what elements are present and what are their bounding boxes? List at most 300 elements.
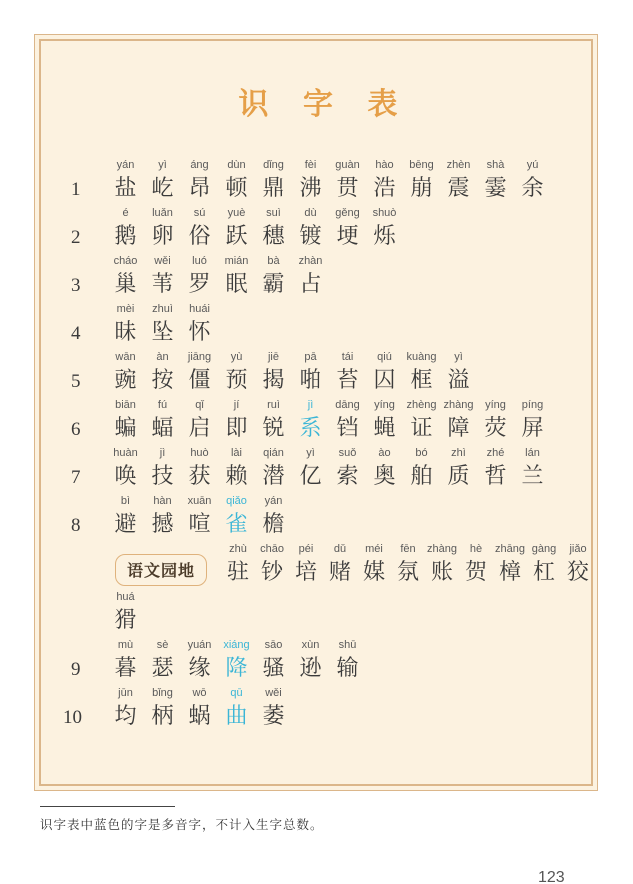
character-entry	[107, 398, 144, 445]
character-entry	[440, 158, 477, 205]
hanzi-character: 降	[225, 656, 248, 681]
hanzi-character: 唤	[114, 464, 137, 489]
character-entry	[425, 542, 459, 589]
character-row	[63, 493, 573, 541]
character-entry	[527, 542, 561, 589]
pinyin-label: yíng	[485, 399, 506, 411]
hanzi-character: 潜	[262, 464, 285, 489]
hanzi-character: 输	[336, 656, 359, 681]
character-row	[63, 397, 573, 445]
hanzi-character: 霸	[262, 272, 285, 297]
hanzi-character: 蝙	[114, 416, 137, 441]
pinyin-label: qū	[230, 687, 243, 699]
pinyin-label: wěi	[154, 255, 171, 267]
hanzi-character: 赖	[225, 464, 248, 489]
character-entry	[107, 590, 144, 637]
character-entry	[477, 398, 514, 445]
hanzi-character: 溢	[447, 368, 470, 393]
character-entry	[218, 398, 255, 445]
character-entry	[181, 158, 218, 205]
hanzi-character: 卵	[151, 224, 174, 249]
character-entry	[493, 542, 527, 589]
character-entry	[255, 542, 289, 589]
row-items	[221, 542, 595, 589]
pinyin-label: jì	[307, 399, 314, 411]
pinyin-label: fú	[157, 399, 168, 411]
page-frame-inner	[39, 39, 593, 786]
hanzi-character: 亿	[299, 464, 322, 489]
hanzi-character: 驻	[227, 560, 250, 585]
row-items	[107, 302, 218, 349]
pinyin-label: zhèng	[406, 399, 437, 411]
row-number: 9	[71, 659, 81, 680]
pinyin-label: zhì	[451, 447, 466, 459]
pinyin-label: zhàn	[298, 255, 323, 267]
character-entry	[514, 398, 551, 445]
pinyin-label: mèi	[116, 303, 135, 315]
hanzi-character: 逊	[299, 656, 322, 681]
page-frame	[34, 34, 598, 791]
pinyin-label: gěng	[335, 207, 360, 219]
character-rows	[63, 157, 590, 733]
pinyin-label: luó	[192, 255, 207, 267]
pinyin-label: luǎn	[152, 207, 173, 219]
hanzi-character: 余	[521, 176, 544, 201]
hanzi-character: 舶	[410, 464, 433, 489]
character-entry	[107, 638, 144, 685]
hanzi-character: 豌	[114, 368, 137, 393]
hanzi-character: 撼	[151, 512, 174, 537]
pinyin-label: zhù	[229, 543, 247, 555]
pinyin-label: huái	[189, 303, 210, 315]
pinyin-label: fēn	[400, 543, 416, 555]
character-entry	[144, 398, 181, 445]
character-entry	[561, 542, 595, 589]
pinyin-label: huá	[116, 591, 135, 603]
hanzi-character: 喧	[188, 512, 211, 537]
row-items	[107, 494, 292, 541]
pinyin-label: dǔ	[333, 543, 347, 555]
character-entry	[144, 350, 181, 397]
pinyin-label: sú	[193, 207, 206, 219]
character-row	[63, 445, 573, 493]
hanzi-character: 缘	[188, 656, 211, 681]
pinyin-label: yì	[454, 351, 463, 363]
pinyin-label: zhàng	[427, 543, 457, 555]
character-row	[63, 685, 573, 733]
hanzi-character: 荧	[484, 416, 507, 441]
hanzi-character: 巢	[114, 272, 137, 297]
character-entry	[366, 158, 403, 205]
pinyin-label: xiáng	[223, 639, 250, 651]
pinyin-label: jūn	[118, 687, 133, 699]
row-items	[107, 638, 366, 685]
character-entry	[255, 350, 292, 397]
hanzi-character: 预	[225, 368, 248, 393]
footnote-rule	[40, 806, 175, 807]
character-entry	[440, 446, 477, 493]
character-entry	[440, 350, 477, 397]
character-entry	[144, 638, 181, 685]
pinyin-label: sāo	[264, 639, 283, 651]
hanzi-character: 均	[114, 704, 137, 729]
pinyin-label: méi	[365, 543, 383, 555]
hanzi-character: 盐	[114, 176, 137, 201]
pinyin-label: wěi	[265, 687, 282, 699]
character-entry	[459, 542, 493, 589]
character-entry	[255, 398, 292, 445]
hanzi-character: 蝠	[151, 416, 174, 441]
pinyin-label: qiǎo	[226, 495, 247, 507]
pinyin-label: wō	[192, 687, 207, 699]
hanzi-character: 僵	[188, 368, 211, 393]
character-entry	[181, 494, 218, 541]
hanzi-character: 锐	[262, 416, 285, 441]
pinyin-label: yú	[526, 159, 539, 171]
character-entry	[181, 398, 218, 445]
character-entry	[181, 350, 218, 397]
hanzi-character: 眠	[225, 272, 248, 297]
pinyin-label: biān	[115, 399, 136, 411]
character-entry	[181, 302, 218, 349]
pinyin-label: ruì	[267, 399, 280, 411]
hanzi-character: 穗	[262, 224, 285, 249]
polyphone-character-entry	[218, 638, 255, 685]
character-row	[63, 589, 573, 637]
hanzi-character: 赌	[329, 560, 352, 585]
pinyin-label: áng	[190, 159, 209, 171]
pinyin-label: zhàng	[443, 399, 474, 411]
character-entry	[218, 158, 255, 205]
hanzi-character: 苔	[336, 368, 359, 393]
hanzi-character: 杠	[533, 560, 556, 585]
pinyin-label: dùn	[227, 159, 246, 171]
character-row	[63, 205, 573, 253]
pinyin-label: bà	[267, 255, 280, 267]
pinyin-label: chāo	[260, 543, 284, 555]
hanzi-character: 浩	[373, 176, 396, 201]
pinyin-label: yuè	[227, 207, 246, 219]
row-items	[107, 590, 144, 637]
hanzi-character: 苇	[151, 272, 174, 297]
hanzi-character: 昂	[188, 176, 211, 201]
character-entry	[181, 686, 218, 733]
row-items	[107, 398, 551, 445]
hanzi-character: 氛	[397, 560, 420, 585]
pinyin-label: qiú	[377, 351, 392, 363]
row-items	[107, 350, 477, 397]
hanzi-character: 樟	[499, 560, 522, 585]
pinyin-label: hào	[375, 159, 394, 171]
pinyin-label: yíng	[374, 399, 395, 411]
character-entry	[357, 542, 391, 589]
hanzi-character: 屹	[151, 176, 174, 201]
row-number: 7	[71, 467, 81, 488]
footnote-text: 识字表中蓝色的字是多音字，不计入生字总数。	[40, 817, 324, 832]
pinyin-label: tái	[341, 351, 354, 363]
character-entry	[403, 446, 440, 493]
character-entry	[440, 398, 477, 445]
polyphone-character-entry	[218, 686, 255, 733]
hanzi-character: 震	[447, 176, 470, 201]
pinyin-label: qián	[263, 447, 284, 459]
pinyin-label: bǐng	[152, 687, 173, 699]
hanzi-character: 雀	[225, 512, 248, 537]
character-entry	[221, 542, 255, 589]
hanzi-character: 怀	[188, 320, 211, 345]
character-entry	[218, 446, 255, 493]
character-row	[63, 637, 573, 685]
character-entry	[292, 254, 329, 301]
character-entry	[289, 542, 323, 589]
hanzi-character: 囚	[373, 368, 396, 393]
hanzi-character: 跃	[225, 224, 248, 249]
hanzi-character: 奥	[373, 464, 396, 489]
hanzi-character: 启	[188, 416, 211, 441]
row-number: 4	[71, 323, 81, 344]
pinyin-label: sè	[156, 639, 169, 651]
pinyin-label: yán	[116, 159, 135, 171]
character-entry	[329, 398, 366, 445]
hanzi-character: 即	[225, 416, 248, 441]
character-entry	[144, 446, 181, 493]
character-entry	[329, 446, 366, 493]
hanzi-character: 避	[114, 512, 137, 537]
hanzi-character: 按	[151, 368, 174, 393]
hanzi-character: 证	[410, 416, 433, 441]
character-entry	[218, 206, 255, 253]
hanzi-character: 索	[336, 464, 359, 489]
hanzi-character: 贺	[465, 560, 488, 585]
pinyin-label: dù	[304, 207, 317, 219]
character-entry	[255, 446, 292, 493]
hanzi-character: 罗	[188, 272, 211, 297]
row-number: 3	[71, 275, 81, 296]
pinyin-label: jiē	[267, 351, 279, 363]
pinyin-label: kuàng	[406, 351, 437, 363]
hanzi-character: 铛	[336, 416, 359, 441]
hanzi-character: 崩	[410, 176, 433, 201]
character-entry	[292, 206, 329, 253]
hanzi-character: 柄	[151, 704, 174, 729]
garden-row	[63, 541, 590, 589]
character-entry	[218, 350, 255, 397]
character-row	[63, 349, 573, 397]
hanzi-character: 檐	[262, 512, 285, 537]
character-entry	[323, 542, 357, 589]
row-number: 5	[71, 371, 81, 392]
hanzi-character: 鼎	[262, 176, 285, 201]
pinyin-label: guàn	[335, 159, 360, 171]
page-title: 识 字 表	[238, 87, 410, 122]
hanzi-character: 质	[447, 464, 470, 489]
character-entry	[107, 350, 144, 397]
pinyin-label: jiǎo	[569, 543, 587, 555]
character-entry	[292, 638, 329, 685]
polyphone-character-entry	[292, 398, 329, 445]
footer-area	[40, 806, 600, 833]
row-number: 2	[71, 227, 81, 248]
hanzi-character: 沸	[299, 176, 322, 201]
pinyin-label: bì	[120, 495, 131, 507]
hanzi-character: 系	[299, 416, 322, 441]
character-entry	[329, 350, 366, 397]
character-entry	[181, 638, 218, 685]
hanzi-character: 埂	[336, 224, 359, 249]
character-entry	[255, 254, 292, 301]
character-entry	[514, 446, 551, 493]
pinyin-label: huò	[190, 447, 209, 459]
row-number: 6	[71, 419, 81, 440]
hanzi-character: 萎	[262, 704, 285, 729]
hanzi-character: 贯	[336, 176, 359, 201]
character-row	[63, 253, 573, 301]
pinyin-label: jí	[233, 399, 240, 411]
character-entry	[366, 446, 403, 493]
pinyin-label: shà	[486, 159, 505, 171]
character-entry	[391, 542, 425, 589]
character-entry	[477, 158, 514, 205]
pinyin-label: yù	[230, 351, 243, 363]
pinyin-label: ào	[378, 447, 391, 459]
character-entry	[144, 494, 181, 541]
hanzi-character: 账	[431, 560, 454, 585]
character-entry	[144, 254, 181, 301]
pinyin-label: yì	[158, 159, 167, 171]
character-entry	[107, 206, 144, 253]
pinyin-label: lài	[230, 447, 242, 459]
hanzi-character: 骚	[262, 656, 285, 681]
hanzi-character: 获	[188, 464, 211, 489]
hanzi-character: 占	[299, 272, 322, 297]
hanzi-character: 霎	[484, 176, 507, 201]
hanzi-character: 俗	[188, 224, 211, 249]
character-entry	[403, 350, 440, 397]
character-entry	[366, 398, 403, 445]
hanzi-character: 啪	[299, 368, 322, 393]
pinyin-label: mián	[224, 255, 249, 267]
hanzi-character: 昧	[114, 320, 137, 345]
hanzi-character: 蜗	[188, 704, 211, 729]
pinyin-label: mù	[117, 639, 134, 651]
hanzi-character: 培	[295, 560, 318, 585]
character-entry	[181, 254, 218, 301]
character-row	[63, 157, 573, 205]
character-entry	[107, 254, 144, 301]
pinyin-label: suǒ	[338, 447, 357, 459]
pinyin-label: zhuì	[152, 303, 173, 315]
character-entry	[181, 206, 218, 253]
pinyin-label: qǐ	[195, 399, 204, 411]
pinyin-label: yán	[264, 495, 283, 507]
character-entry	[255, 686, 292, 733]
hanzi-character: 哲	[484, 464, 507, 489]
pinyin-label: lán	[525, 447, 540, 459]
row-items	[107, 206, 403, 253]
character-entry	[144, 686, 181, 733]
character-entry	[107, 686, 144, 733]
hanzi-character: 揭	[262, 368, 285, 393]
pinyin-label: shuò	[372, 207, 397, 219]
hanzi-character: 猾	[114, 608, 137, 633]
pinyin-label: bó	[415, 447, 428, 459]
character-entry	[514, 158, 551, 205]
character-entry	[403, 398, 440, 445]
hanzi-character: 暮	[114, 656, 137, 681]
hanzi-character: 蝇	[373, 416, 396, 441]
character-entry	[255, 206, 292, 253]
pinyin-label: yuán	[187, 639, 212, 651]
character-entry	[292, 446, 329, 493]
pinyin-label: xùn	[301, 639, 320, 651]
character-entry	[366, 350, 403, 397]
hanzi-character: 媒	[363, 560, 386, 585]
pinyin-label: dǐng	[263, 159, 284, 171]
character-entry	[292, 158, 329, 205]
pinyin-label: zhé	[486, 447, 505, 459]
page-number: 123	[538, 869, 565, 884]
character-entry	[107, 446, 144, 493]
pinyin-label: péi	[298, 543, 314, 555]
character-entry	[477, 446, 514, 493]
pinyin-label: xuān	[187, 495, 212, 507]
hanzi-character: 兰	[521, 464, 544, 489]
character-entry	[144, 206, 181, 253]
pinyin-label: zhāng	[495, 543, 525, 555]
pinyin-label: gàng	[531, 543, 557, 555]
hanzi-character: 框	[410, 368, 433, 393]
character-entry	[181, 446, 218, 493]
character-entry	[255, 638, 292, 685]
character-entry	[107, 494, 144, 541]
row-number: 10	[63, 707, 82, 728]
row-items	[107, 686, 292, 733]
pinyin-label: shū	[338, 639, 357, 651]
character-row	[63, 301, 573, 349]
row-items	[107, 446, 551, 493]
row-items	[107, 254, 329, 301]
character-entry	[366, 206, 403, 253]
hanzi-character: 屏	[521, 416, 544, 441]
character-entry	[144, 158, 181, 205]
hanzi-character: 曲	[225, 704, 248, 729]
pinyin-label: àn	[156, 351, 169, 363]
character-entry	[329, 206, 366, 253]
character-entry	[255, 158, 292, 205]
pinyin-label: zhèn	[446, 159, 471, 171]
pinyin-label: suì	[266, 207, 281, 219]
pinyin-label: cháo	[113, 255, 138, 267]
character-entry	[292, 350, 329, 397]
character-entry	[403, 158, 440, 205]
pinyin-label: bēng	[409, 159, 434, 171]
character-entry	[144, 302, 181, 349]
character-entry	[329, 638, 366, 685]
pinyin-label: hàn	[153, 495, 172, 507]
hanzi-character: 障	[447, 416, 470, 441]
hanzi-character: 镀	[299, 224, 322, 249]
pinyin-label: fèi	[304, 159, 317, 171]
hanzi-character: 鹅	[114, 224, 137, 249]
pinyin-label: huàn	[113, 447, 138, 459]
hanzi-character: 狡	[567, 560, 590, 585]
pinyin-label: yì	[306, 447, 315, 459]
polyphone-character-entry	[218, 494, 255, 541]
pinyin-label: dāng	[335, 399, 360, 411]
pinyin-label: hè	[469, 543, 483, 555]
pinyin-label: wān	[115, 351, 136, 363]
pinyin-label: pā	[304, 351, 317, 363]
